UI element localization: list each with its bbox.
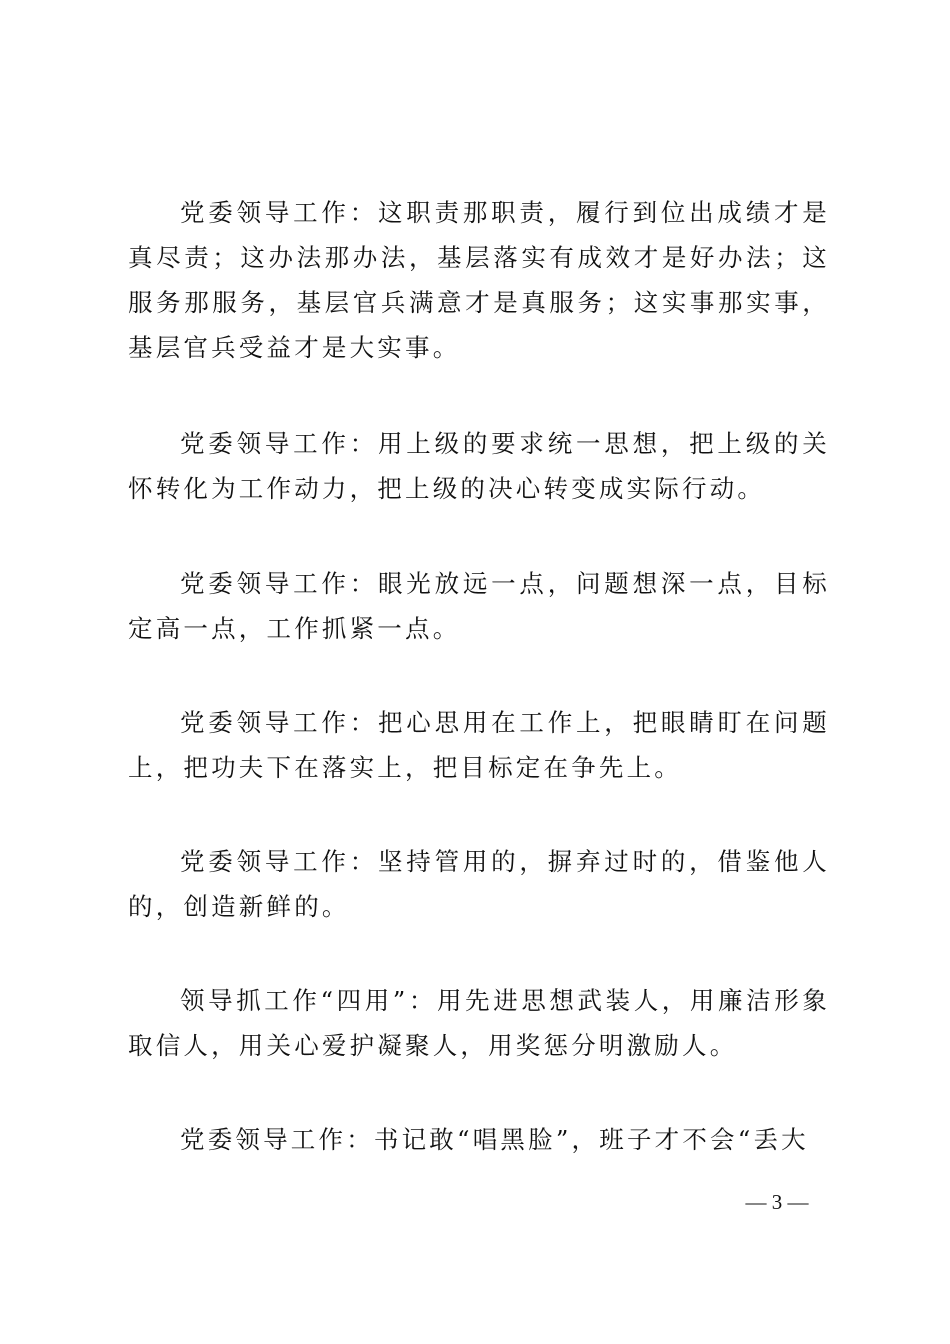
paragraph-vision-goals: 党委领导工作：眼光放远一点，问题想深一点，目标定高一点，工作抓紧一点。 (128, 569, 830, 643)
paragraph-focus-on-work: 党委领导工作：把心思用在工作上，把眼睛盯在问题上，把功夫下在落实上，把目标定在争先上。 (128, 708, 830, 782)
paragraph-duty-method-service: 党委领导工作：这职责那职责，履行到位出成绩才是真尽责；这办法那办法，基层落实有成效才是好办法；这服务那服务，基层官兵满意才是真服务；这实事那实事，基层官兵受益才是大实事。 (128, 198, 830, 362)
paragraph-four-uses: 领导抓工作“四用”：用先进思想武装人，用廉洁形象取信人，用关心爱护凝聚人，用奖惩分明激励人。 (128, 986, 830, 1060)
paragraph-secretary-courage: 党委领导工作：书记敢“唱黑脸”，班子才不会“丢大 (180, 1125, 809, 1154)
page-number: — 3 — (745, 1190, 809, 1214)
paragraph-innovation: 党委领导工作：坚持管用的，摒弃过时的，借鉴他人的，创造新鲜的。 (128, 847, 830, 921)
paragraph-superior-requirements: 党委领导工作：用上级的要求统一思想，把上级的关怀转化为工作动力，把上级的决心转变成实际行动。 (128, 429, 830, 503)
